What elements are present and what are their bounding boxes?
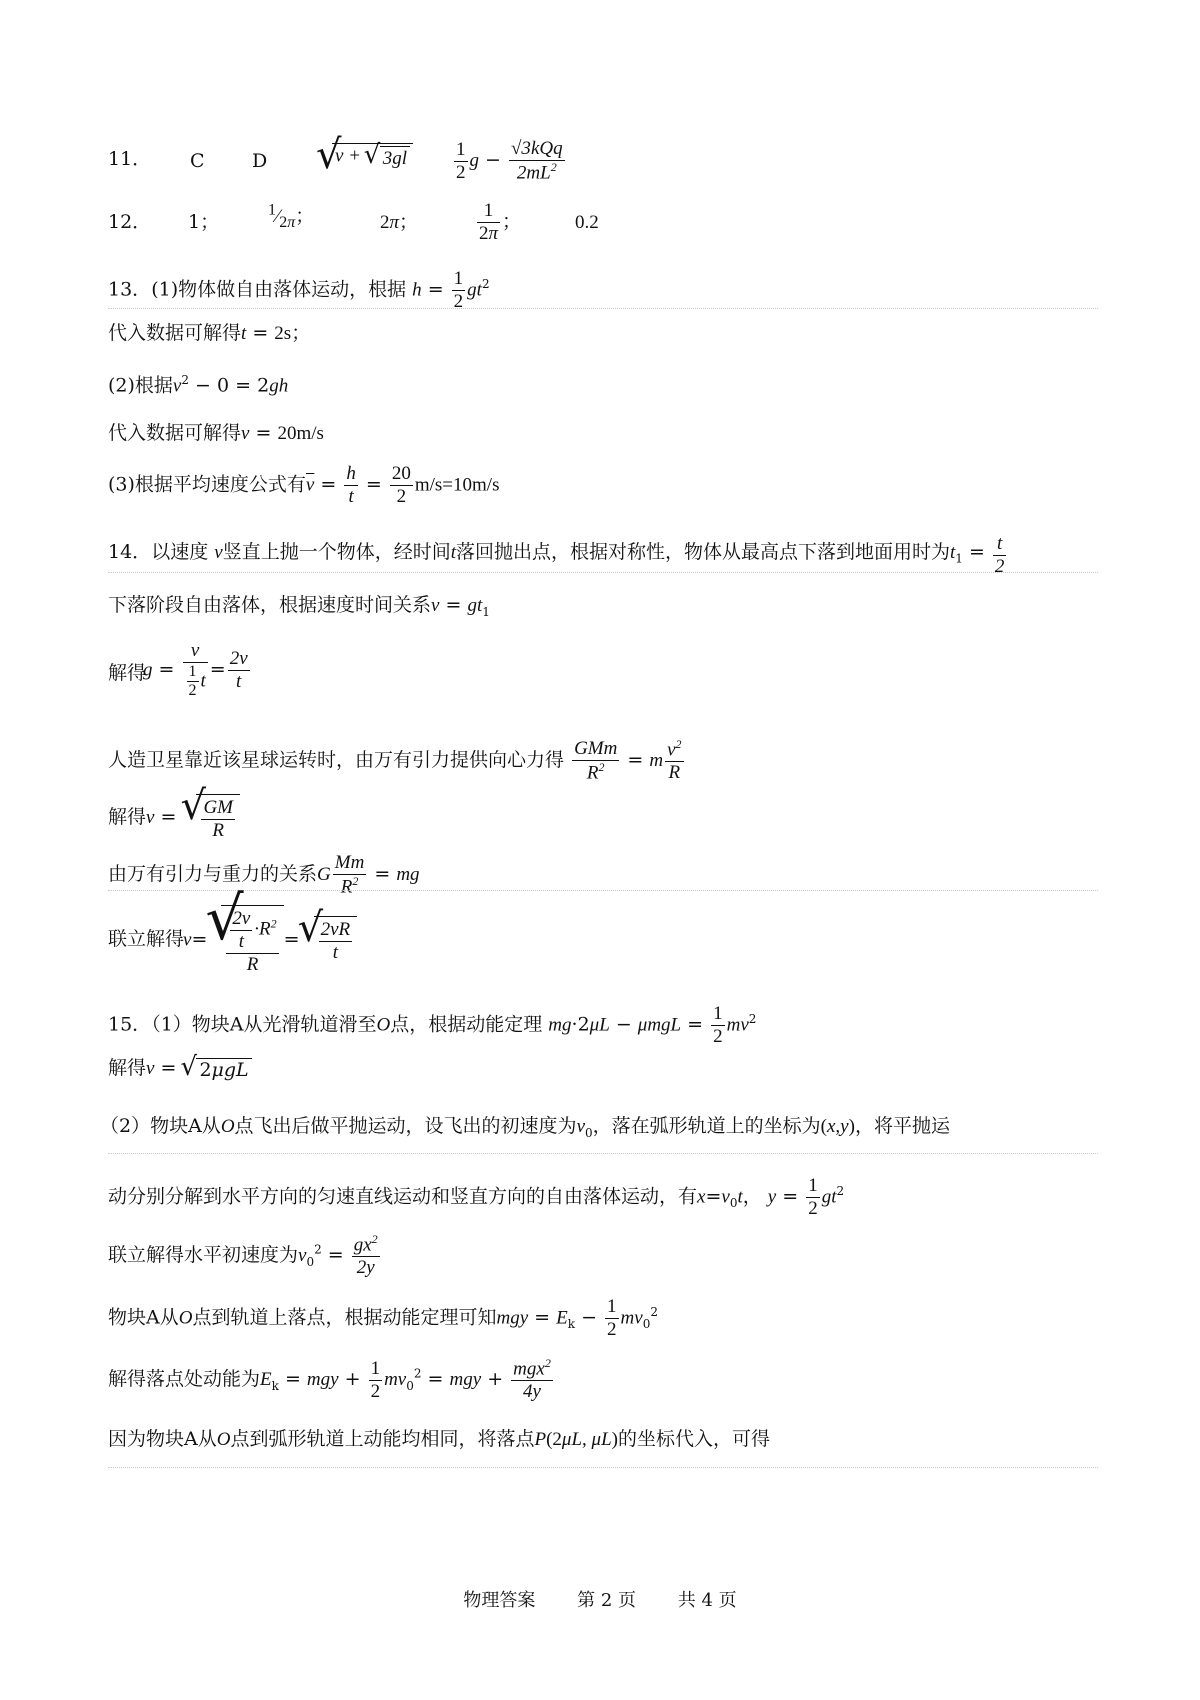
q14-line-3: 解得 xyxy=(108,662,147,684)
q12-answer-3: 2π； xyxy=(380,212,419,233)
q14-line-6: 由万有引力与重力的关系G $\frac{Mm}{R^2}$ = mg xyxy=(108,852,420,898)
q15-line-6: 物块A从O点到轨道上落点，根据动能定理可知mgy = $E_k$ − $\frac{1}{2}$ $mv_0^2$ xyxy=(108,1296,658,1340)
divider xyxy=(108,572,1098,573)
q13-line-3: (2)根据$v^2 - 0 = 2gh$ xyxy=(108,373,289,397)
q15-line-4: 动分别分解到水平方向的匀速直线运动和竖直方向的自由落体运动，有$x=v_0t$， y = $\frac{1}{2}$ $gt^2$ xyxy=(108,1175,845,1219)
q12-answer-2: $^1⁄_{2\pi}$； xyxy=(268,202,315,232)
q14-line-4: 人造卫星靠近该星球运转时，由万有引力提供向心力得 $\frac{\text{GMm}}{R^2}$ = m $\frac{v^2}{R}$ xyxy=(108,737,682,784)
page-footer xyxy=(0,1586,1200,1612)
divider xyxy=(108,1153,1098,1154)
q15-line-8: 因为物块A从O点到弧形轨道上动能均相同，将落点P(2μL, μL)的坐标代入，可得 xyxy=(108,1428,770,1450)
divider xyxy=(108,308,1098,309)
q14-line-2: 下落阶段自由落体，根据速度时间关系$v = gt_1$ xyxy=(108,594,490,619)
q13-line-2: 代入数据可解得t = 2s； xyxy=(108,322,311,344)
q11-formula-acceleration: $\frac{1}{2}$ g − $\frac{\text{√3kQq}}{2mL^2}$ xyxy=(456,138,563,184)
q13-line-1: 13．(1)物体做自由落体运动，根据 h = $\frac{1}{2}$ $gt^2$ xyxy=(108,268,490,312)
q11-answer-c: C xyxy=(190,150,205,172)
q12-number: 12． xyxy=(108,211,152,233)
q12-answer-5: 0.2 xyxy=(575,212,599,233)
q13-line-5: (3)根据平均速度公式有$\overline{v}$ = $\frac{h}{t}$ = $\frac{20}{2}$ m/s=10m/s xyxy=(108,463,500,507)
q11-answer-d: D xyxy=(252,150,268,172)
q14-formula-v: v= √ $\frac{2v}{t}$ $\cdot R^2$ R = √ $\frac{2vR}{t}$ xyxy=(183,905,357,976)
q14-line-5: 解得v = √ $\frac{GM}{R}$ xyxy=(108,794,240,842)
q15-line-7: 解得落点处动能为$E_k$ = mgy + $\frac{1}{2}$ $mv_0^2$ = mgy + $\frac{mgx^2}{4y}$ xyxy=(108,1356,551,1403)
footer-page-total: 共 4 页 xyxy=(677,1590,737,1611)
q15-line-3: （2）物块A从O点飞出后做平抛运动，设飞出的初速度为$v_0$，落在弧形轨道上的坐标为(x,y)，将平抛运 xyxy=(100,1115,950,1140)
divider xyxy=(108,1467,1098,1468)
q11-formula-velocity: √ v + √ 3gl xyxy=(318,143,413,168)
q12-answer-4: $\frac{1}{2\pi}$ ； xyxy=(479,200,522,244)
divider xyxy=(108,890,1098,891)
q13-line-4: 代入数据可解得v = 20m/s xyxy=(108,422,324,444)
q14-formula-g: g = v $\frac{1}{2}$ t = $\frac{2v}{t}$ xyxy=(143,640,248,700)
q11-row xyxy=(108,150,151,169)
q15-line-1: 15．（1）物块A从光滑轨道滑至O点，根据动能定理 mg·2μL − μmgL = $\frac{1}{2}$ $mv^2$ xyxy=(108,1003,757,1047)
q14-line-7: 联立解得 xyxy=(108,928,185,950)
q15-line-2: 解得v = √ 2μgL xyxy=(108,1058,252,1080)
q11-number: 11． xyxy=(108,148,152,170)
q15-line-5: 联立解得水平初速度为$v_0^2$ = $\frac{gx^2}{2y}$ xyxy=(108,1232,378,1279)
footer-subject: 物理答案 xyxy=(463,1590,536,1611)
q14-line-1: 14．以速度 v竖直上抛一个物体，经时间t落回抛出点，根据对称性，物体从最高点下落到地面用时为$t_1$ = $\frac{t}{2}$ xyxy=(108,533,1005,577)
q12-answer-1: 1； xyxy=(188,211,220,233)
footer-page-number: 第 2 页 xyxy=(577,1590,636,1611)
